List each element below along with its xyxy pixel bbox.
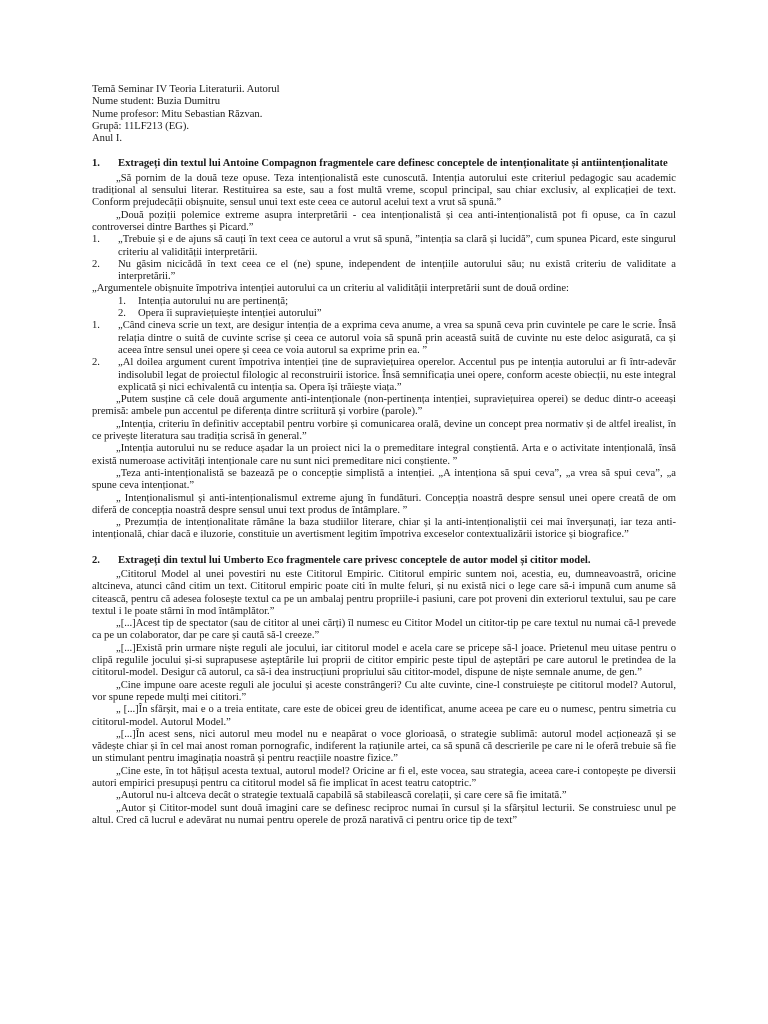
paragraph: „Cititorul Model al unei povestiri nu este Cititorul Empiric. Cititorul empiric suntem noi, acestia, eu, dumneavoastră, oricine altcineva, atunci când citim un text. Cititorul empiric poate citi în multe feluri, și nu există nici o lege care să-i impună cum anume să citească, pentru că adesea folosește textul ca pe un ambalaj pentru propriile-i pasiuni, care pot proveni din exteriorul textului, sau pe care textul i le poate stârni în mod întâmplător.” xyxy=(92,568,676,617)
paragraph: „Intenția, criteriu în definitiv acceptabil pentru vorbire și comunicarea orală, devine un concept prea normativ și de altfel irealist, în ce privește literatura sau tradiția scrisă în general.” xyxy=(92,418,676,443)
list-text: „Când cineva scrie un text, are desigur intenția de a exprima ceva anume, a vrea sa spună ceva prin cuvintele pe care le scrie. Însă relația dintre o suită de cuvinte scrise și ceea ce autorul voia să spună prin această suită de cuvinte nu este deloc asigurată, ca și aceea între sensul unei opere și ceea ce voia autorul sa exprime prin ea. ” xyxy=(118,320,676,356)
list-item xyxy=(92,234,676,259)
list-text: Intenția autorului nu are pertinență; xyxy=(138,295,289,307)
sub-list-item xyxy=(118,308,676,320)
list-number: 1. xyxy=(92,234,100,246)
paragraph: „Două poziții polemice extreme asupra interpretării - cea intenționalistă și cea anti-intenționalistă pot fi opuse, ca în cazul controversei dintre Barthes și Picard.” xyxy=(92,209,676,233)
paragraph: „Cine impune oare aceste reguli ale jocului și aceste constrângeri? Cu alte cuvinte, cine-l construiește pe cititorul model? Autorul, vor spune repede mulți mei cititori.” xyxy=(92,679,676,703)
section-2-heading xyxy=(92,555,676,567)
paragraph: „[...]Acest tip de spectator (sau de cititor al unei cărți) îl numesc eu Cititor Model un cititor-tip pe care textul nu numai că-l prevede ca pe un colaborator, dar pe care și caută să-l creeze.” xyxy=(92,618,676,642)
list-text: „Al doilea argument curent împotriva intenției ține de supraviețuirea operelor. Accentul pus pe intenția autorului ar fi într-adevăr indisolubil legat de proiectul filologic al reconstruirii istorice. Însă semnificația unei opere, conform aceste obiecții, nu este integral explicată și nici echivalentă cu intenția sa. Opera își trăiește viața.” xyxy=(118,357,676,393)
header-title: Temă Seminar IV Teoria Literaturii. Autorul xyxy=(92,84,280,95)
paragraph: „Intenția autorului nu se reduce așadar la un proiect nici la o premeditare integral conștientă. Arta e o activitate intențională, însă există numeroase activități intenționale care nu sunt nici premeditare nici conștiente. ” xyxy=(92,443,676,467)
header-block xyxy=(92,84,676,145)
section-1-number: 1. xyxy=(92,158,100,170)
header-year: Anul I. xyxy=(92,133,123,145)
list-number: 1. xyxy=(92,320,100,332)
header-professor: Nume profesor: Mitu Sebastian Răzvan. xyxy=(92,108,263,120)
list-number: 2. xyxy=(92,357,100,369)
section-2-title: Extrageți din textul lui Umberto Eco fragmentele care privesc conceptele de autor model și cititor model. xyxy=(118,554,591,566)
paragraph: „Cine este, în tot hățișul acesta textual, autorul model? Oricine ar fi el, este vocea, sau strategia, aceea care-i contopește pe diversii autori empirici presupuși pentru ca cititorul model să fie implicat în acest teatru catoptric.” xyxy=(92,765,676,790)
paragraph: „Autorul nu-i altceva decât o strategie textuală capabilă să stabilească corelații, și care cere să fie imitată.” xyxy=(116,790,567,802)
paragraph: „ Intenționalismul și anti-intenționalismul extreme ajung în fundături. Concepția noastră despre sensul unei opere creată de om diferă de concepția noastră despre sensul unui text produs de întâmplare. ” xyxy=(92,492,676,516)
section-2-number: 2. xyxy=(92,554,100,566)
list-number: 2. xyxy=(118,308,126,320)
list-item xyxy=(92,357,676,394)
header-student: Nume student: Buzia Dumitru xyxy=(92,96,220,108)
list-text: „Trebuie și e de ajuns să cauți în text ceea ce autorul a vrut să spună, ”intenția sa clară și lucidă”, cum spunea Picard, este singurul criteriu al validității interpretării. xyxy=(118,234,676,258)
paragraph: „Autor și Cititor-model sunt două imagini care se definesc reciproc numai în cursul și la sfârșitul lecturii. Se construiesc unul pe altul. Cred că lucrul e adevărat nu numai pentru operele de proză narativă ci pentru orice tip de text” xyxy=(92,802,676,826)
section-1-title: Extrageți din textul lui Antoine Compagnon fragmentele care definesc conceptele de intenționalitate și antiintenționalitate xyxy=(118,158,668,170)
paragraph: „Teza anti-intenționalistă se bazează pe o concepție simplistă a intenției. „A intenționa să spui ceva”, „a vrea să spui ceva”, „a spune ceva intenționat.” xyxy=(92,467,676,492)
document-body xyxy=(92,84,676,827)
paragraph: „[...]În acest sens, nici autorul meu model nu e neapărat o voce glorioasă, o strategie sublimă: autorul model acționează și se vădește chiar și în cel mai anost roman pornografic, indiferent la rațiunile artei, ca să spună că descrierile pe care ni le oferă trebuie să fie un stimulant pentru imaginația noastră și pentru reacțiile noastre fizice.” xyxy=(92,728,676,765)
list-text: Nu găsim nicicădă în text ceea ce el (ne) spune, independent de intențiile autorului său; nu există criteriu de validitate a interpretării.” xyxy=(118,258,676,283)
sub-list-item xyxy=(118,296,676,308)
list-text: Opera îi supraviețuiește intenției autorului” xyxy=(138,308,322,320)
list-item xyxy=(92,259,676,284)
list-number: 1. xyxy=(118,295,126,307)
section-1-heading xyxy=(92,158,676,170)
header-group: Grupă: 11LF213 (EG). xyxy=(92,120,189,132)
paragraph: „[...]Există prin urmare niște reguli ale jocului, iar cititorul model e acela care se pricepe să-l joace. Prietenul meu uitase pentru o clipă regulile jocului și-si suprapusese așteptările lui proprii de cititor empiric peste tipul de așteptări pe care autorul le pretindea de la cititorul-model. Desigur că autorul, ca să-i dea instrucțiuni propriului său cititor-model, dispune de niște semnale anume, de gen.” xyxy=(92,642,676,679)
paragraph: „ Prezumția de intenționalitate rămâne la baza studiilor literare, chiar și la anti-intenționaliștii cei mai înverșunați, iar teza anti-intențională, chiar dacă e iluzorie, constituie un avertisment legitim împotriva exceselor contextualizării istorice și biografice.” xyxy=(92,517,676,541)
paragraph: „Să pornim de la două teze opuse. Teza intenționalistă este cunoscută. Intenția autorului este criteriul pedagogic sau academic tradițional al sensului literar. Restituirea sa este, sau a fost multă vreme, scopul principal, sau chiar exclusiv, al explicației de text. Conform prejudecății obișnuite, sensul unui text este ceea ce autorul acelui text a vrut să spună.” xyxy=(92,172,676,209)
paragraph: „Argumentele obișnuite împotriva intenției autorului ca un criteriu al validității interpretării sunt de două ordine: xyxy=(92,283,569,295)
list-item xyxy=(92,320,676,357)
paragraph: „ [...]În sfârșit, mai e o a treia entitate, care este de obicei greu de identificat, anume aceea pe care eu o numesc, pentru simetria cu cititorul-model. Autorul Model.” xyxy=(92,704,676,728)
list-number: 2. xyxy=(92,258,100,270)
paragraph: „Putem susține că cele două argumente anti-intenționale (non-pertinența intenției, supraviețuirea operei) se deduc dintr-o aceeași premisă: ambele pun accentul pe diferența dintre scriitură și vorbire (parole).” xyxy=(92,394,676,418)
